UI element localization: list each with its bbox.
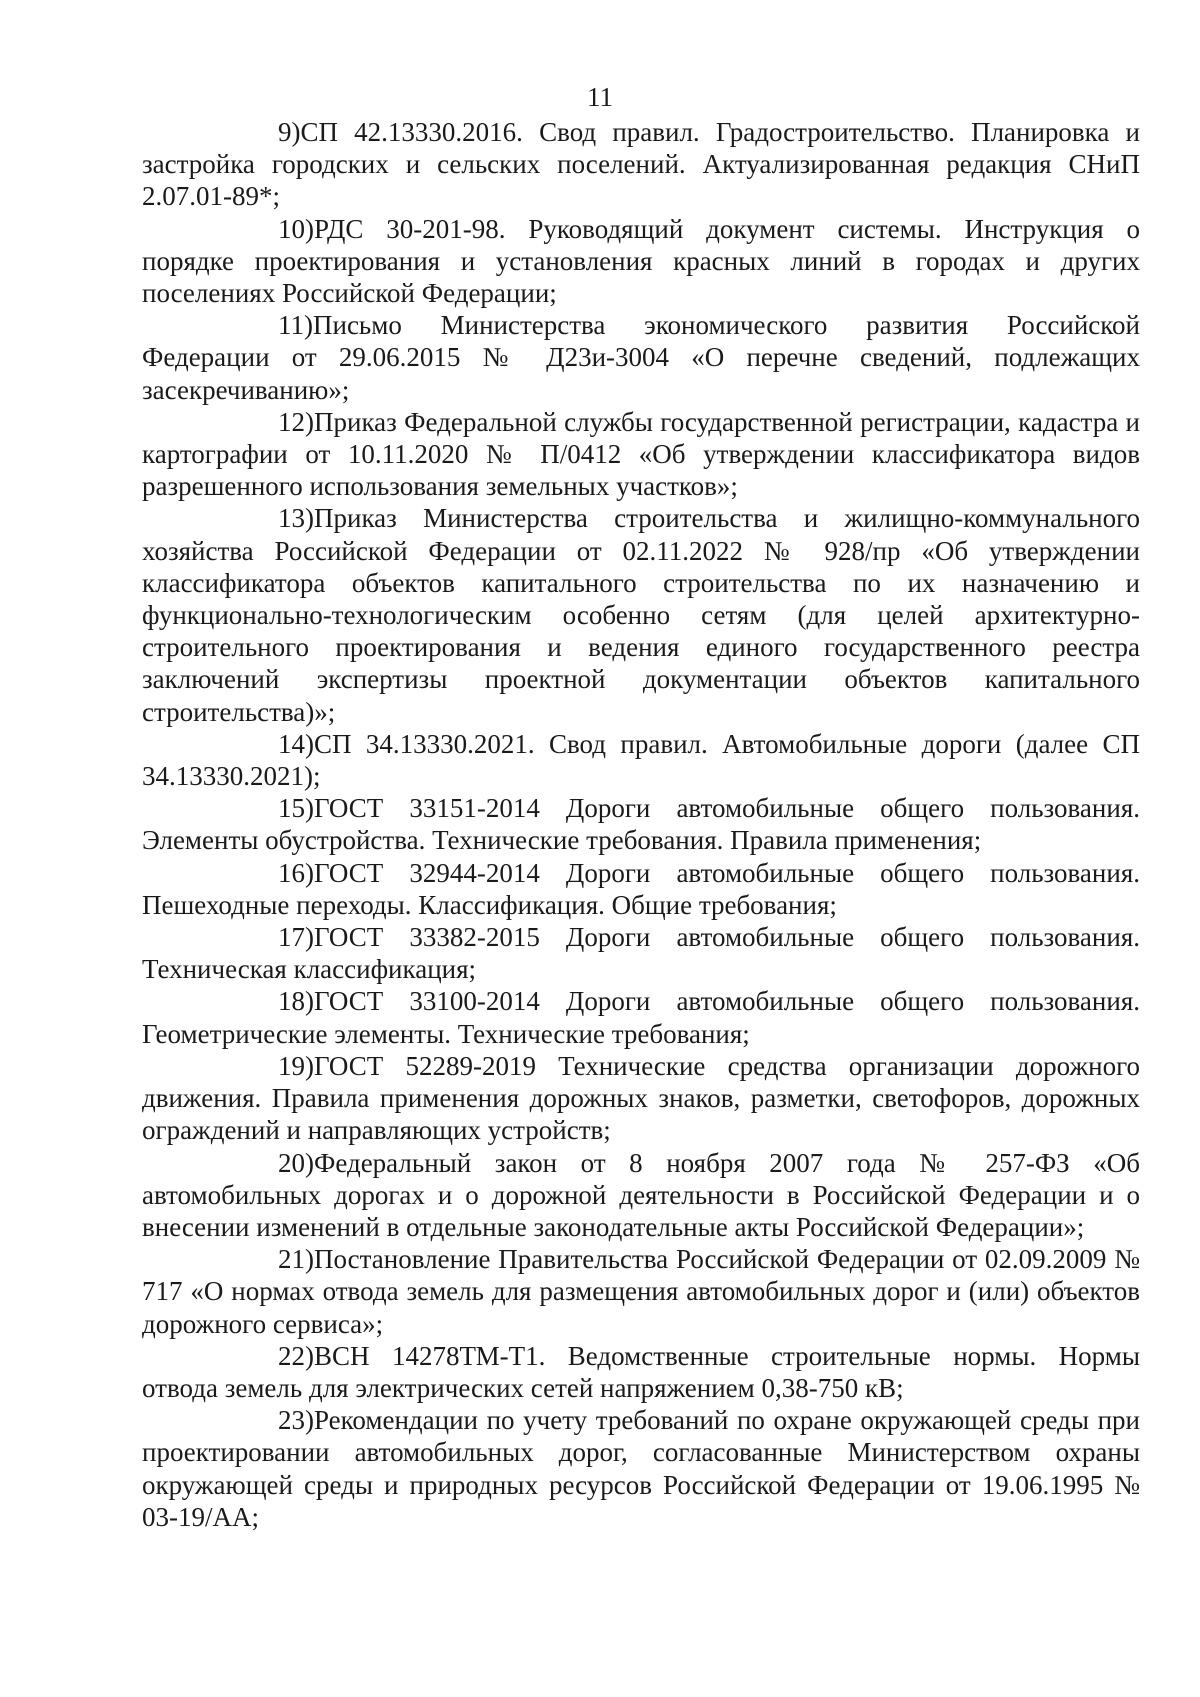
item-text: СП 34.13330.2021. Свод правил. Автомобильные дороги (далее СП 34.13330.2021);: [142, 728, 1140, 792]
list-item: [142, 309, 1140, 406]
item-text: РДС 30-201-98. Руководящий документ системы. Инструкция о порядке проектирования и установления красных линий в городах и других поселениях Российской Федерации;: [142, 213, 1140, 309]
item-text: Постановление Правительства Российской Федерации от 02.09.2009 № 717 «О нормах отвода земель для размещения автомобильных дорог и (или) объектов дорожного сервиса»;: [142, 1244, 1140, 1339]
item-number: 17): [278, 922, 314, 953]
list-item: [142, 1243, 1140, 1340]
item-text: Федеральный закон от 8 ноября 2007 года № 257-ФЗ «Об автомобильных дорогах и о дорожной деятельности в Российской Федерации и о внесении изменений в отдельные законодательные акты Российской Федерации»;: [142, 1147, 1140, 1242]
item-text: ГОСТ 52289-2019 Технические средства организации дорожного движения. Правила применения дорожных знаков, разметки, светофоров, дорожных ограждений и направляющих устройств;: [142, 1050, 1140, 1146]
reference-list: [142, 116, 1140, 1533]
list-item: [142, 406, 1140, 503]
item-number: 20): [278, 1147, 314, 1178]
item-number: 15): [278, 793, 314, 824]
item-text: Рекомендации по учету требований по охране окружающей среды при проектировании автомобильных дорог, согласованные Министерством охраны окружающей среды и природных ресурсов Российской Федерации от 19.06.1995 № 03-19/АА;: [142, 1405, 1140, 1532]
item-number: 14): [278, 728, 314, 759]
page-number: 11: [587, 82, 613, 112]
list-item: [142, 502, 1140, 727]
item-number: 12): [278, 406, 314, 437]
item-text: ГОСТ 33382-2015 Дороги автомобильные общего пользования. Техническая классификация;: [142, 922, 1140, 985]
list-item: [142, 1340, 1140, 1404]
list-item: [142, 1404, 1140, 1533]
item-text: ГОСТ 33100-2014 Дороги автомобильные общего пользования. Геометрические элементы. Технические требования;: [142, 986, 1140, 1049]
item-text: Приказ Министерства строительства и жилищно-коммунального хозяйства Российской Федерации от 02.11.2022 № 928/пр «Об утверждении классификатора объектов капитального строительства по их назначению и функционально-технологическим особенно сетям (для целей архитектурно-строительного проектирования и ведения единого государственного реестра заключений экспертизы проектной документации объектов капитального строительства)»;: [142, 503, 1140, 727]
list-item: [142, 985, 1140, 1049]
item-number: 10): [278, 213, 314, 244]
item-number: 23): [278, 1405, 314, 1436]
list-item: [142, 1050, 1140, 1147]
list-item: [142, 921, 1140, 985]
item-text: Приказ Федеральной службы государственной регистрации, кадастра и картографии от 10.11.2020 № П/0412 «Об утверждении классификатора видов разрешенного использования земельных участков»;: [142, 406, 1140, 502]
item-text: Письмо Министерства экономического развития Российской Федерации от 29.06.2015 № Д23и-3004 «О перечне сведений, подлежащих засекречиванию»;: [142, 310, 1140, 405]
list-item: [142, 213, 1140, 310]
item-number: 16): [278, 857, 314, 888]
list-item: [142, 857, 1140, 921]
list-item: [142, 1147, 1140, 1244]
item-number: 13): [278, 503, 314, 534]
item-text: ГОСТ 33151-2014 Дороги автомобильные общего пользования. Элементы обустройства. Технические требования. Правила применения;: [142, 793, 1140, 856]
item-text: СП 42.13330.2016. Свод правил. Градостроительство. Планировка и застройка городских и сельских поселений. Актуализированная редакция СНиП 2.07.01-89*;: [142, 117, 1140, 212]
list-item: [142, 792, 1140, 856]
item-text: ГОСТ 32944-2014 Дороги автомобильные общего пользования. Пешеходные переходы. Классификация. Общие требования;: [142, 857, 1140, 920]
item-number: 21): [278, 1244, 314, 1275]
item-text: ВСН 14278ТМ-Т1. Ведомственные строительные нормы. Нормы отвода земель для электрических сетей напряжением 0,38-750 кВ;: [142, 1340, 1140, 1403]
list-item: [142, 728, 1140, 792]
list-item: [142, 116, 1140, 213]
item-number: 11): [278, 310, 313, 341]
item-number: 9): [278, 117, 301, 147]
item-number: 19): [278, 1050, 314, 1081]
item-number: 18): [278, 986, 314, 1017]
item-number: 22): [278, 1340, 314, 1371]
